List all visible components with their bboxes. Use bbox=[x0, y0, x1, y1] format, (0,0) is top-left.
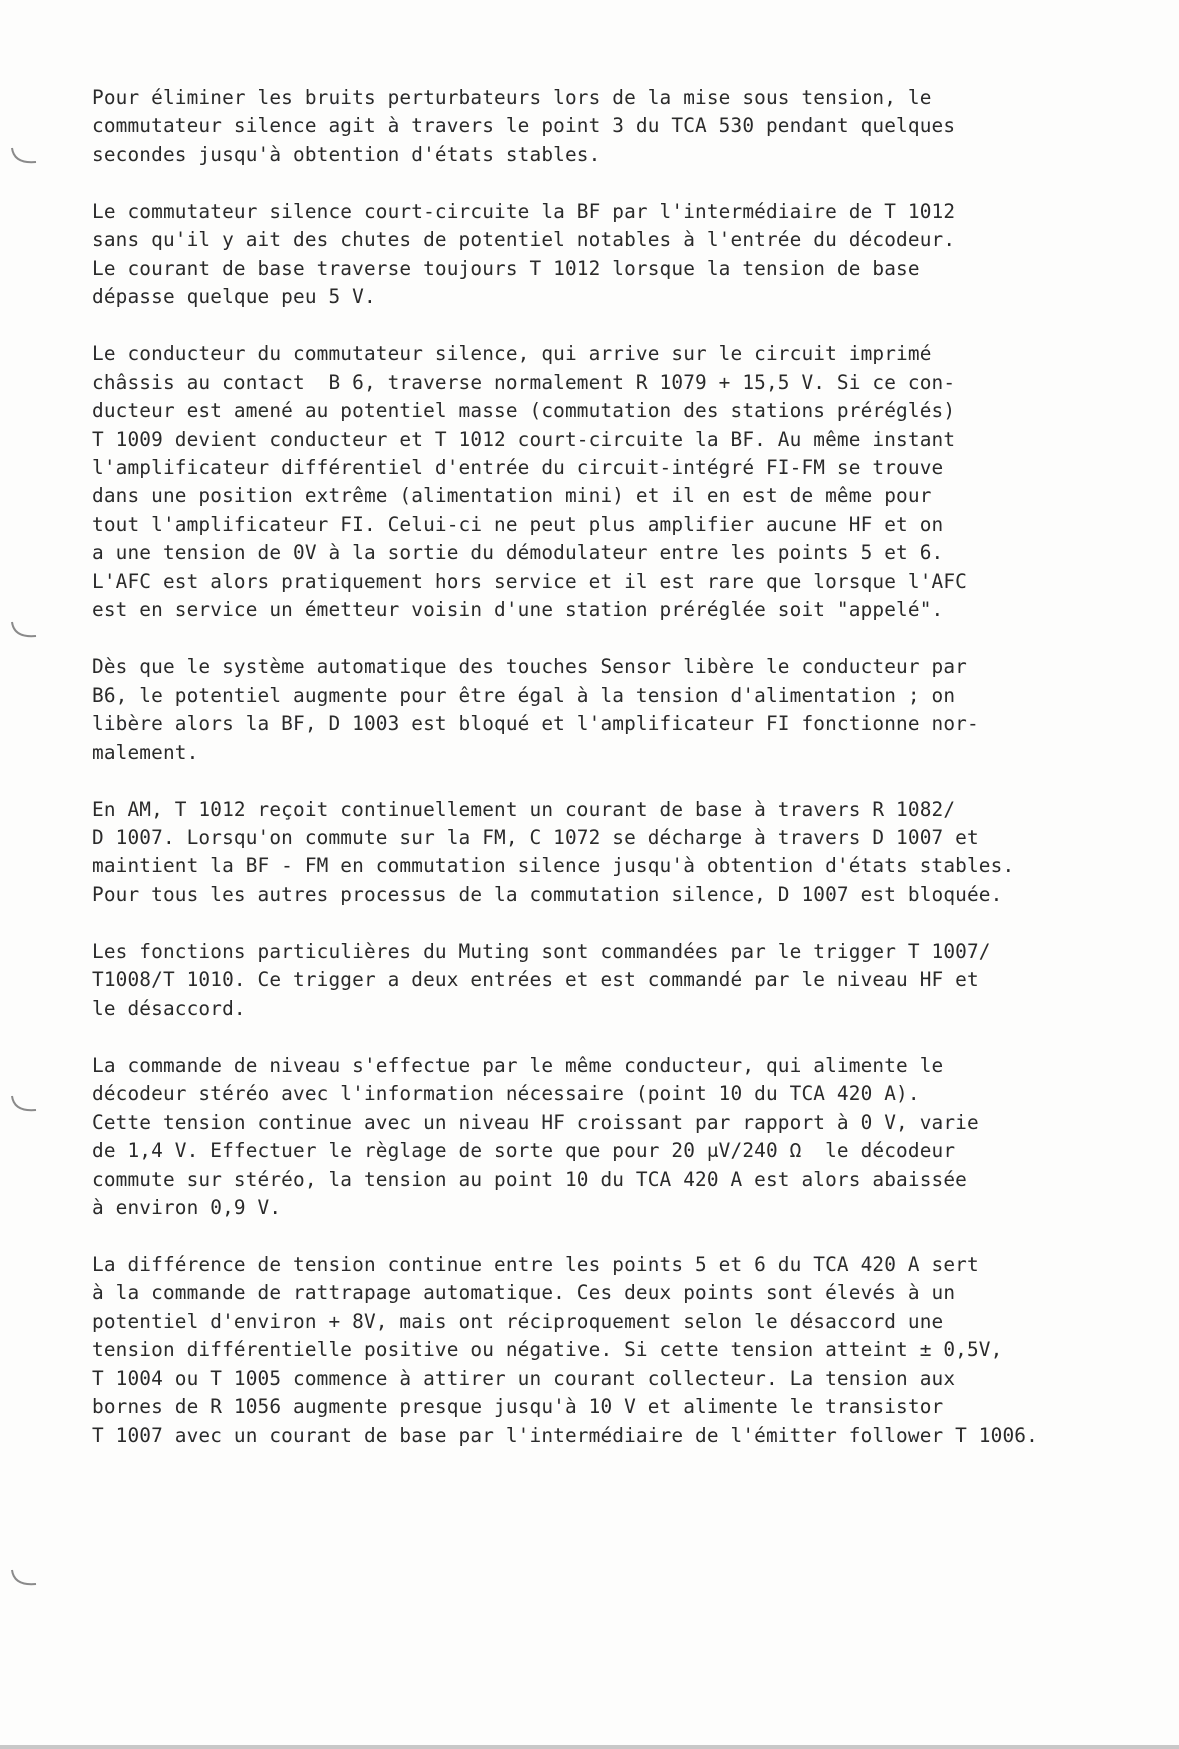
text-line: Pour éliminer les bruits perturbateurs lors de la mise sous tension, le bbox=[92, 86, 932, 109]
text-line: commute sur stéréo, la tension au point 10 du TCA 420 A est alors abaissée bbox=[92, 1167, 967, 1191]
text-line: dans une position extrême (alimentation mini) et il en est de même pour bbox=[92, 484, 932, 508]
text-line: Les fonctions particulières du Muting sont commandées par le trigger T 1007/ bbox=[92, 939, 991, 963]
text-line: Dès que le système automatique des touches Sensor libère le conducteur par bbox=[92, 655, 967, 679]
text-line: tension différentielle positive ou négative. Si cette tension atteint ± 0,5V, bbox=[92, 1338, 1003, 1362]
text-line: à la commande de rattrapage automatique. Ces deux points sont élevés à un bbox=[92, 1281, 956, 1305]
paragraph-voltage-difference bbox=[92, 1251, 1152, 1450]
text-line: L'AFC est alors pratiquement hors service et il est rare que lorsque l'AFC bbox=[92, 569, 967, 593]
text-line: T 1004 ou T 1005 commence à attirer un courant collecteur. La tension aux bbox=[92, 1366, 956, 1390]
scan-bottom-edge bbox=[0, 1745, 1179, 1749]
text-line: tout l'amplificateur FI. Celui-ci ne peut plus amplifier aucune HF et on bbox=[92, 512, 944, 536]
text-line: dépasse quelque peu 5 V. bbox=[92, 285, 376, 309]
text-line: maintient la BF - FM en commutation silence jusqu'à obtention d'états stables. bbox=[92, 854, 1015, 878]
paragraph-muting-trigger bbox=[92, 938, 1152, 1023]
text-line: Le commutateur silence court-circuite la BF par l'intermédiaire de T 1012 bbox=[92, 199, 956, 223]
text-line: Cette tension continue avec un niveau HF croissant par rapport à 0 V, varie bbox=[92, 1110, 979, 1134]
text-line: Le courant de base traverse toujours T 1012 lorsque la tension de base bbox=[92, 256, 920, 280]
paragraph-power-on-muting bbox=[92, 84, 1152, 169]
text-line: châssis au contact B 6, traverse normalement R 1079 + 15,5 V. Si ce con- bbox=[92, 370, 956, 394]
text-line: Le conducteur du commutateur silence, qui arrive sur le circuit imprimé bbox=[92, 342, 932, 366]
punch-hole-mark bbox=[8, 1094, 38, 1116]
text-line: Pour tous les autres processus de la commutation silence, D 1007 est bloquée. bbox=[92, 882, 1003, 906]
text-line: La commande de niveau s'effectue par le même conducteur, qui alimente le bbox=[92, 1053, 944, 1077]
text-line: est en service un émetteur voisin d'une station préréglée soit "appelé". bbox=[92, 598, 944, 622]
paragraph-am-mode bbox=[92, 796, 1152, 910]
punch-hole-mark bbox=[8, 620, 38, 642]
text-line: l'amplificateur différentiel d'entrée du circuit-intégré FI-FM se trouve bbox=[92, 455, 944, 479]
text-line: potentiel d'environ + 8V, mais ont réciproquement selon le désaccord une bbox=[92, 1309, 944, 1333]
text-line: T 1007 avec un courant de base par l'intermédiaire de l'émitter follower T 1006. bbox=[92, 1423, 1038, 1447]
text-line: a une tension de 0V à la sortie du démodulateur entre les points 5 et 6. bbox=[92, 541, 944, 565]
text-line: D 1007. Lorsqu'on commute sur la FM, C 1072 se décharge à travers D 1007 et bbox=[92, 825, 979, 849]
text-line: B6, le potentiel augmente pour être égal à la tension d'alimentation ; on bbox=[92, 683, 956, 707]
text-line: La différence de tension continue entre les points 5 et 6 du TCA 420 A sert bbox=[92, 1252, 979, 1276]
punch-hole-mark bbox=[8, 1568, 38, 1590]
paragraph-conductor bbox=[92, 340, 1152, 625]
text-line: T1008/T 1010. Ce trigger a deux entrées et est commandé par le niveau HF et bbox=[92, 968, 979, 992]
text-line: à environ 0,9 V. bbox=[92, 1195, 282, 1219]
text-line: ducteur est amené au potentiel masse (commutation des stations préréglés) bbox=[92, 399, 956, 423]
text-line: T 1009 devient conducteur et T 1012 court-circuite la BF. Au même instant bbox=[92, 427, 956, 451]
text-line: En AM, T 1012 reçoit continuellement un courant de base à travers R 1082/ bbox=[92, 797, 956, 821]
punch-hole-mark bbox=[8, 146, 38, 168]
text-line: secondes jusqu'à obtention d'états stables. bbox=[92, 142, 601, 166]
text-line: bornes de R 1056 augmente presque jusqu'à 10 V et alimente le transistor bbox=[92, 1395, 944, 1419]
paragraph-level-control bbox=[92, 1052, 1152, 1223]
document-body bbox=[92, 84, 1152, 1479]
text-line: le désaccord. bbox=[92, 996, 246, 1020]
text-line: commutateur silence agit à travers le point 3 du TCA 530 pendant quelques bbox=[92, 114, 956, 138]
text-line: libère alors la BF, D 1003 est bloqué et l'amplificateur FI fonctionne nor- bbox=[92, 712, 979, 736]
text-line: décodeur stéréo avec l'information nécessaire (point 10 du TCA 420 A). bbox=[92, 1082, 920, 1106]
text-line: de 1,4 V. Effectuer le règlage de sorte que pour 20 μV/240 Ω le décodeur bbox=[92, 1139, 956, 1163]
text-line: sans qu'il y ait des chutes de potentiel notables à l'entrée du décodeur. bbox=[92, 228, 956, 252]
text-line: malement. bbox=[92, 740, 199, 764]
paragraph-short-circuit bbox=[92, 198, 1152, 312]
paragraph-sensor bbox=[92, 653, 1152, 767]
